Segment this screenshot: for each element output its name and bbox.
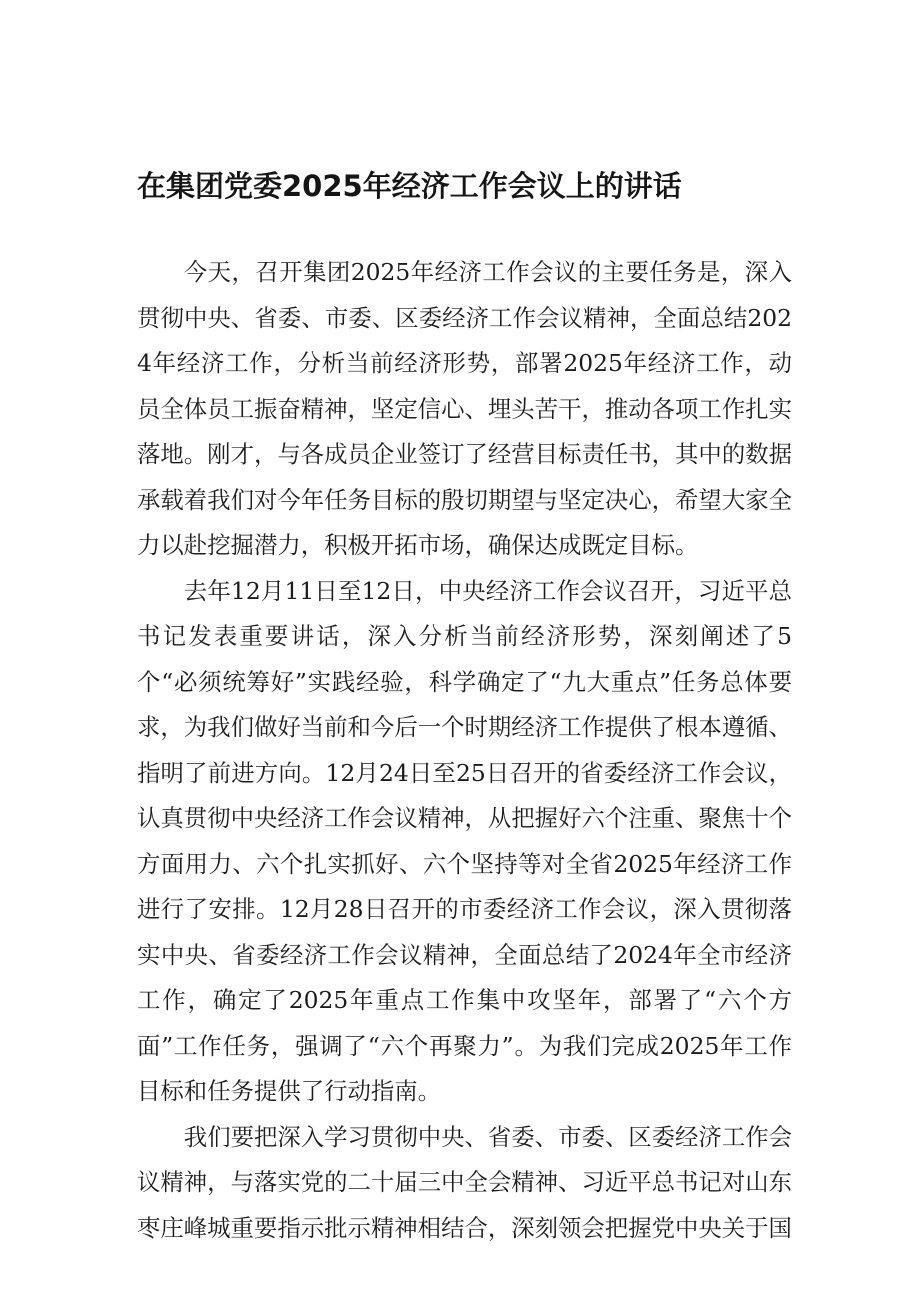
body-paragraph: 去年12月11日至12日，中央经济工作会议召开，习近平总书记发表重要讲话，深入分析当前经济形势，深刻阐述了5个“必须统筹好”实践经验，科学确定了“九大重点”任务总体要求，为我们做好当前和今后一个时期经济工作提供了根本遵循、指明了前进方向。12月24日至25日召开的省委经济工作会议，认真贯彻中央经济工作会议精神，从把握好六个注重、聚焦十个方面用力、六个扎实抓好、六个坚持等对全省2025年经济工作进行了安排。12月28日召开的市委经济工作会议，深入贯彻落实中央、省委经济工作会议精神，全面总结了2024年全市经济工作，确定了2025年重点工作集中攻坚年，部署了“六个方面”工作任务，强调了“六个再聚力”。为我们完成2025年工作目标和任务提供了行动指南。 bbox=[137, 576, 792, 1105]
document-title: 在集团党委2025年经济工作会议上的讲话 bbox=[137, 169, 682, 203]
body-paragraph: 我们要把深入学习贯彻中央、省委、市委、区委经济工作会议精神，与落实党的二十届三中全会精神、习近平总书记对山东枣庄峰城重要指示批示精神相结合，深刻领会把握党中央关于国 bbox=[137, 1122, 792, 1242]
document-body bbox=[137, 250, 792, 1251]
body-paragraph: 今天，召开集团2025年经济工作会议的主要任务是，深入贯彻中央、省委、市委、区委经济工作会议精神，全面总结2024年经济工作，分析当前经济形势，部署2025年经济工作，动员全体员工振奋精神，坚定信心、埋头苦干，推动各项工作扎实落地。刚才，与各成员企业签订了经营目标责任书，其中的数据承载着我们对今年任务目标的殷切期望与坚定决心，希望大家全力以赴挖掘潜力，积极开拓市场，确保达成既定目标。 bbox=[137, 258, 792, 559]
